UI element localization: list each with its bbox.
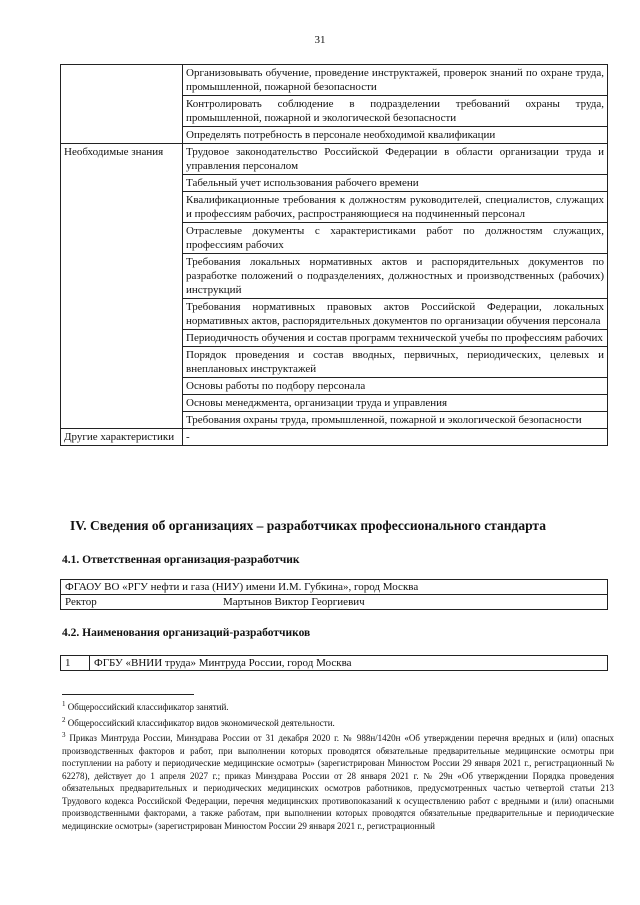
developer-number: 1 <box>61 656 90 671</box>
row-text: Квалификационные требования к должностям руководителей, специалистов, служащих и профессиям рабочих, распространяющиеся на подчиненный персонал <box>183 192 608 223</box>
table-row <box>61 65 608 96</box>
responsible-org-name: ФГАОУ ВО «РГУ нефти и газа (НИУ) имени И.М. Губкина», город Москва <box>61 580 608 595</box>
row-text: Требования нормативных правовых актов Российской Федерации, локальных нормативных актов, распорядительных документов по организации обучения персонала <box>183 299 608 330</box>
row-label <box>61 127 183 144</box>
row-text: Организовывать обучение, проведение инструктажей, проверок знаний по охране труда, промышленной, пожарной безопасности <box>183 65 608 96</box>
row-label <box>61 65 183 96</box>
table-row <box>61 96 608 127</box>
responsible-position: Ректор <box>61 595 220 610</box>
table-row <box>61 378 608 395</box>
table-row <box>61 175 608 192</box>
footnote-separator <box>62 694 194 695</box>
table-row <box>61 254 608 299</box>
footnote: $^1$ Общероссийский классификатор занятий. <box>62 700 229 712</box>
row-text: Отраслевые документы с характеристиками работ по должностям служащих, профессиям рабочих <box>183 223 608 254</box>
footnotes <box>62 698 614 832</box>
row-label <box>61 412 183 429</box>
responsible-person: Мартынов Виктор Георгиевич <box>219 595 608 610</box>
row-label <box>61 395 183 412</box>
responsible-org-table <box>60 579 608 610</box>
row-label <box>61 347 183 378</box>
table-row <box>61 429 608 446</box>
developers-table <box>60 655 608 671</box>
row-label <box>61 299 183 330</box>
table-row <box>61 395 608 412</box>
page-number: 31 <box>314 34 326 46</box>
row-text: Табельный учет использования рабочего времени <box>183 175 608 192</box>
row-label: Необходимые знания <box>61 144 183 175</box>
responsible-heading: 4.1. Ответственная организация-разработчик <box>62 554 300 566</box>
footnote: $^3$ Приказ Минтруда России, Минздрава России от 31 декабря 2020 г. № 988н/1420н «Об утверждении перечня вредных и (или) опасных производственных факторов и работ, при выполнении которых проводятся обязательные предварительные медицинские осмотры при поступлении на работу и периодические медицинские осмотры» (зарегистрирован Минюстом России 29 января 2021 г., регистрационный № 62278), действует до 1 апреля 2027 г.; приказ Минздрава России от 28 января 2021 г. № 29н «Об утверждении Порядка проведения обязательных предварительных и периодических медицинских осмотров работников, предусмотренных частью четвертой статьи 213 Трудового кодекса Российской Федерации, перечня медицинских противопоказаний к осуществлению работ с вредными и (или) опасными производственными факторами, а также работам, при выполнении которых проводятся обязательные предварительные и периодические медицинские осмотры» (зарегистрирован Минюстом России 29 января 2021 г., регистрационный <box>62 731 614 831</box>
table-row <box>61 223 608 254</box>
row-text: Трудовое законодательство Российской Федерации в области организации труда и управления персоналом <box>183 144 608 175</box>
table-row <box>61 347 608 378</box>
other-text: - <box>183 429 608 446</box>
table-row <box>61 144 608 175</box>
table-row <box>61 656 608 671</box>
row-label <box>61 96 183 127</box>
table-row <box>61 330 608 347</box>
row-text: Основы менеджмента, организации труда и управления <box>183 395 608 412</box>
row-label <box>61 192 183 223</box>
developers-heading: 4.2. Наименования организаций-разработчиков <box>62 627 311 639</box>
section-title: IV. Сведения об организациях – разработчиках профессионального стандарта <box>70 518 546 533</box>
developer-name: ФГБУ «ВНИИ труда» Минтруда России, город Москва <box>90 656 608 671</box>
row-label <box>61 330 183 347</box>
row-label <box>61 175 183 192</box>
row-text: Требования охраны труда, промышленной, пожарной и экологической безопасности <box>183 412 608 429</box>
table-row <box>61 127 608 144</box>
row-label <box>61 378 183 395</box>
row-text: Требования локальных нормативных актов и распорядительных документов по разработке положений о подразделениях, должностных и производственных (рабочих) инструкций <box>183 254 608 299</box>
row-label <box>61 254 183 299</box>
table-row <box>61 412 608 429</box>
row-text: Контролировать соблюдение в подразделении требований охраны труда, промышленной, пожарной и экологической безопасности <box>183 96 608 127</box>
other-label: Другие характеристики <box>61 429 183 446</box>
row-text: Основы работы по подбору персонала <box>183 378 608 395</box>
table-row <box>61 299 608 330</box>
row-label <box>61 223 183 254</box>
skills-table <box>60 64 608 446</box>
row-text: Определять потребность в персонале необходимой квалификации <box>183 127 608 144</box>
footnote: $^2$ Общероссийский классификатор видов экономической деятельности. <box>62 715 335 728</box>
table-row <box>61 192 608 223</box>
row-text: Периодичность обучения и состав программ технической учебы по профессиям рабочих <box>183 330 608 347</box>
row-text: Порядок проведения и состав вводных, первичных, периодических, целевых и внеплановых инструктажей <box>183 347 608 378</box>
